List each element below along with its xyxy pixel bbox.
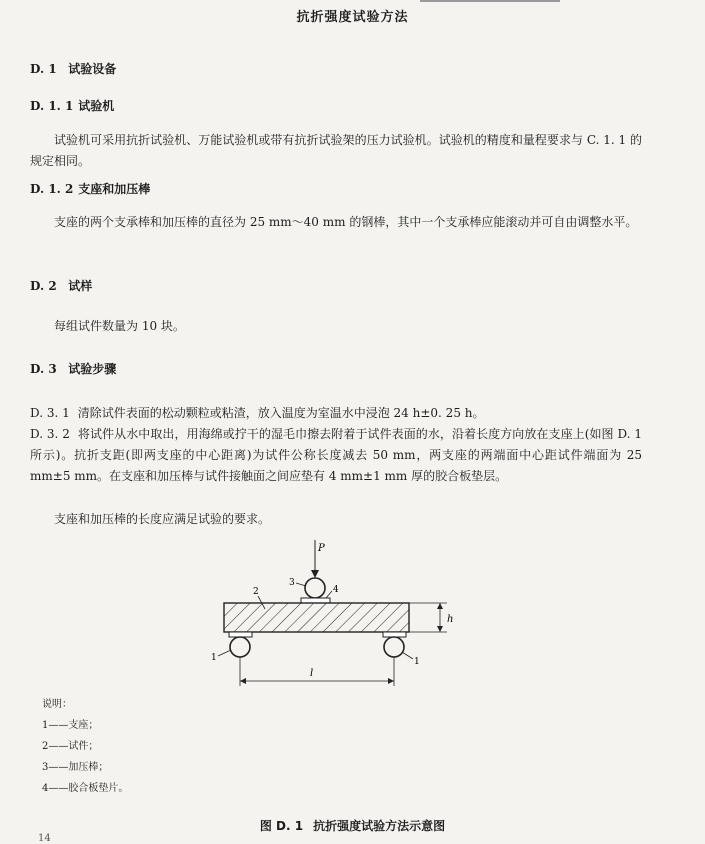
callout-1-right-line: [402, 652, 413, 659]
callout-2: 2: [253, 587, 259, 597]
support-left: [230, 637, 250, 657]
clause-number: D. 3. 2: [30, 427, 70, 441]
section-title: 支座和加压棒: [78, 182, 151, 196]
support-right: [384, 637, 404, 657]
paragraph-d12: 支座的两个支承棒和加压棒的直径为 25 mm～40 mm 的钢棒，其中一个支承棒应能滚动并可自由调整水平。: [54, 215, 638, 229]
pressing-rod: [305, 578, 325, 598]
paragraph-d11: 试验机可采用抗折试验机、万能试验机或带有抗折试验架的压力试验机。试验机的精度和量程要求与 C. 1. 1 的规定相同。: [30, 133, 642, 168]
legend-item: 1——支座；: [42, 720, 99, 731]
height-arrow-bottom: [437, 626, 443, 632]
force-label: P: [318, 543, 325, 554]
legend-item: 2——试件；: [42, 741, 99, 752]
legend-item: 4——胶合板垫片。: [42, 783, 129, 794]
section-number: D. 1. 1: [30, 99, 74, 113]
page-number: 14: [38, 833, 51, 844]
section-title: 试样: [68, 279, 93, 293]
section-title: 试验步骤: [68, 362, 117, 376]
span-arrow-right: [388, 678, 394, 684]
paragraph-d32-extra: 支座和加压棒的长度应满足试验的要求。: [54, 512, 271, 526]
section-number: D. 1: [30, 62, 57, 76]
span-label: l: [310, 668, 314, 679]
span-arrow-left: [240, 678, 246, 684]
section-number: D. 2: [30, 279, 57, 293]
paragraph-d2: 每组试件数量为 10 块。: [54, 319, 185, 333]
section-title: 试验设备: [68, 62, 117, 76]
callout-1-left-line: [218, 650, 231, 656]
figure-number: 图 D. 1: [259, 819, 304, 833]
callout-4: 4: [333, 585, 339, 595]
callout-3-line: [296, 583, 306, 586]
figure-title: 抗折强度试验方法示意图: [313, 819, 446, 833]
callout-3: 3: [289, 578, 295, 588]
clause-text: 将试件从水中取出，用海绵或拧干的湿毛巾擦去附着于试件表面的水，沿着长度方向放在支座上(如图 D. 1 所示)。抗折支距(即两支座的中心距离)为试件公称长度减去 50 mm，两支座的两端面中心距试件端面为 25 mm±5 mm。在支座和加压棒与试件接触面之间应垫有 4 mm±1 mm 厚的胶合板垫层。: [30, 427, 642, 483]
clause-number: D. 3. 1: [30, 406, 70, 420]
section-number: D. 1. 2: [30, 182, 74, 196]
figure-legend: [42, 694, 128, 799]
height-label: h: [447, 614, 454, 625]
specimen: [224, 603, 409, 632]
plywood-pad-top: [301, 598, 330, 603]
section-title: 试验机: [78, 99, 115, 113]
legend-item: 3——加压棒；: [42, 762, 109, 773]
clause-text: 清除试件表面的松动颗粒或粘渣，放入温度为室温水中浸泡 24 h±0. 25 h。: [77, 406, 485, 420]
height-arrow-top: [437, 603, 443, 609]
callout-4-line: [326, 591, 332, 598]
section-number: D. 3: [30, 362, 57, 376]
legend-title: 说明：: [42, 699, 72, 710]
figure-caption: [0, 817, 705, 834]
page-title: 抗折强度试验方法: [296, 10, 409, 25]
force-arrowhead: [311, 570, 319, 578]
callout-1-left: 1: [211, 653, 217, 663]
callout-1-right: 1: [414, 657, 420, 667]
